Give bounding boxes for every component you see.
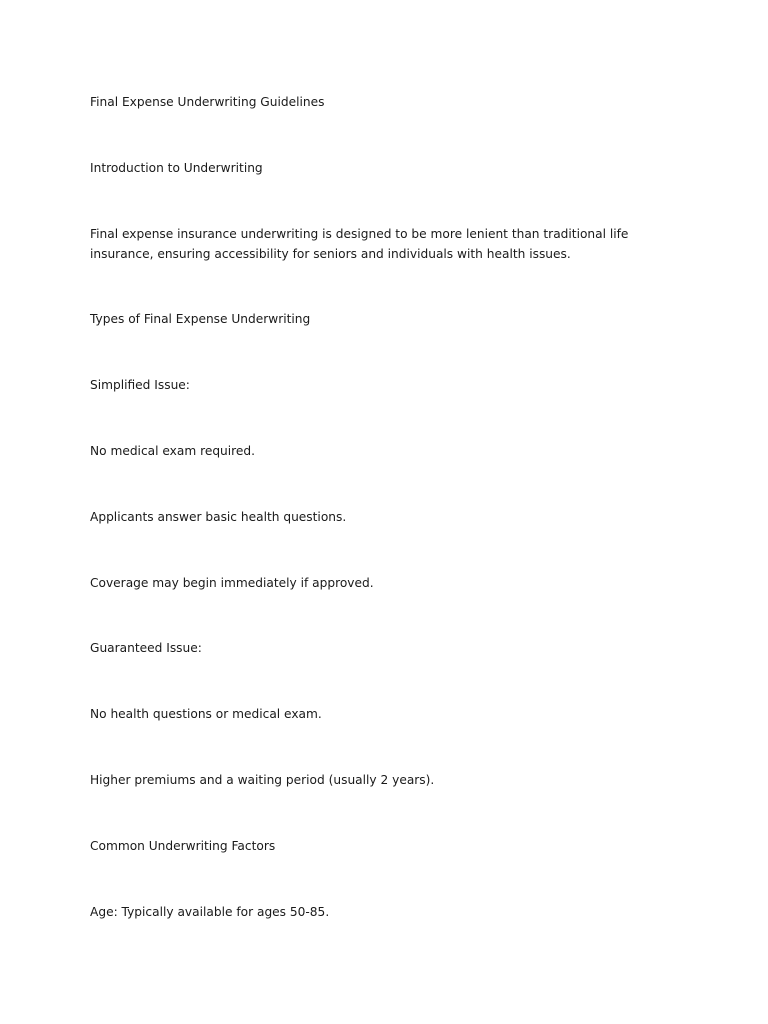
section-heading-introduction: Introduction to Underwriting <box>90 161 263 175</box>
paragraph-no-medical-exam: No medical exam required. <box>90 444 256 458</box>
paragraph-no-health-questions: No health questions or medical exam. <box>90 707 322 721</box>
document-title: Final Expense Underwriting Guidelines <box>90 95 325 109</box>
paragraph-health-questions: Applicants answer basic health questions. <box>90 510 347 524</box>
paragraph-coverage-begin: Coverage may begin immediately if approved. <box>90 576 374 590</box>
section-heading-factors: Common Underwriting Factors <box>90 839 276 853</box>
subheading-simplified-issue: Simplified Issue: <box>90 378 190 392</box>
section-heading-types: Types of Final Expense Underwriting <box>90 312 311 326</box>
subheading-guaranteed-issue: Guaranteed Issue: <box>90 641 202 655</box>
paragraph-age: Age: Typically available for ages 50-85. <box>90 905 330 919</box>
intro-paragraph: Final expense insurance underwriting is designed to be more lenient than traditional life insurance, ensuring accessibility for seniors and individuals with health issues. <box>90 227 629 261</box>
paragraph-higher-premiums: Higher premiums and a waiting period (usually 2 years). <box>90 773 435 787</box>
